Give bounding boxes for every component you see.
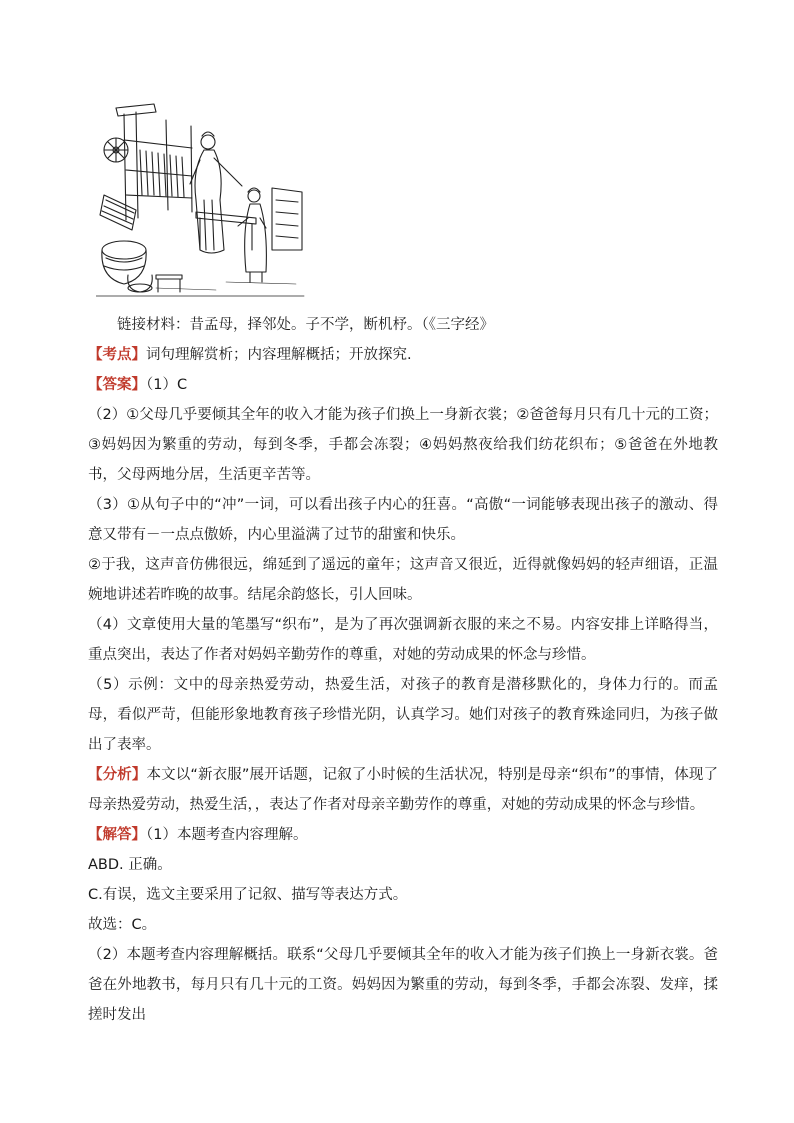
daan-tag: 【答案】 (88, 377, 146, 393)
jieda-line-c: C.有误，选文主要采用了记叙、描写等表达方式。 (88, 887, 408, 903)
answer-3-part1: （3）①从句子中的“冲”一词，可以看出孩子内心的狂喜。“高傲“一词能够表现出孩子的激动、得意又带有－一点点傲娇，内心里溢满了过节的甜蜜和快乐。 (88, 497, 718, 543)
daan-paragraph (88, 370, 718, 400)
fenxi-tag: 【分析】 (88, 767, 147, 783)
document-body (88, 310, 718, 1030)
fenxi-paragraph (88, 760, 718, 820)
answer-2: （2）①父母几乎要倾其全年的收入才能为孩子们换上一身新衣裳；②爸爸每月只有几十元的工资；③妈妈因为繁重的劳动，每到冬季，手都会冻裂；④妈妈熬夜给我们纺花织布；⑤爸爸在外地教书，父母两地分居，生活更辛苦等。 (88, 407, 718, 483)
kaodian-paragraph (88, 340, 718, 370)
daan-text: （1）C (146, 377, 188, 393)
jieda-text: （1）本题考查内容理解。 (146, 827, 308, 843)
answer-5: （5）示例：文中的母亲热爱劳动，热爱生活，对孩子的教育是潜移默化的，身体力行的。而孟母，看似严苛，但能形象地教育孩子珍惜光阴，认真学习。她们对孩子的教育殊途同归，为孩子做出了表率。 (88, 677, 718, 753)
mencius-mother-loom-illustration (96, 100, 306, 300)
kaodian-tag: 【考点】 (88, 347, 146, 363)
fenxi-text: 本文以“新衣服”展开话题，记叙了小时候的生活状况，特别是母亲“织布”的事情，体现了母亲热爱劳动，热爱生活，，表达了作者对母亲辛勤劳作的尊重，对她的劳动成果的怀念与珍惜。 (88, 767, 719, 813)
link-material: 链接材料：昔孟母，择邻处。子不学，断机杼。（《三字经》 (117, 317, 494, 333)
jieda-line-choice: 故选：C。 (88, 917, 157, 933)
jieda-line-2: （2）本题考查内容理解概括。联系“父母几乎要倾其全年的收入才能为孩子们换上一身新衣裳。爸爸在外地教书，每月只有几十元的工资。妈妈因为繁重的劳动，每到冬季，手都会冻裂、发痒，揉搓时发出 (88, 947, 718, 1023)
answer-4: （4）文章使用大量的笔墨写“织布”，是为了再次强调新衣服的来之不易。内容安排上详略得当，重点突出，表达了作者对妈妈辛勤劳作的尊重，对她的劳动成果的怀念与珍惜。 (88, 617, 718, 663)
kaodian-text: 词句理解赏析；内容理解概括；开放探究. (146, 347, 412, 363)
jieda-tag: 【解答】 (88, 827, 146, 843)
jieda-paragraph (88, 820, 718, 850)
answer-3-part2: ②于我，这声音仿佛很远，绵延到了遥远的童年；这声音又很近，近得就像妈妈的轻声细语，正温婉地讲述若昨晚的故事。结尾余韵悠长，引人回味。 (88, 557, 718, 603)
jieda-line-abd: ABD. 正确。 (88, 857, 172, 873)
